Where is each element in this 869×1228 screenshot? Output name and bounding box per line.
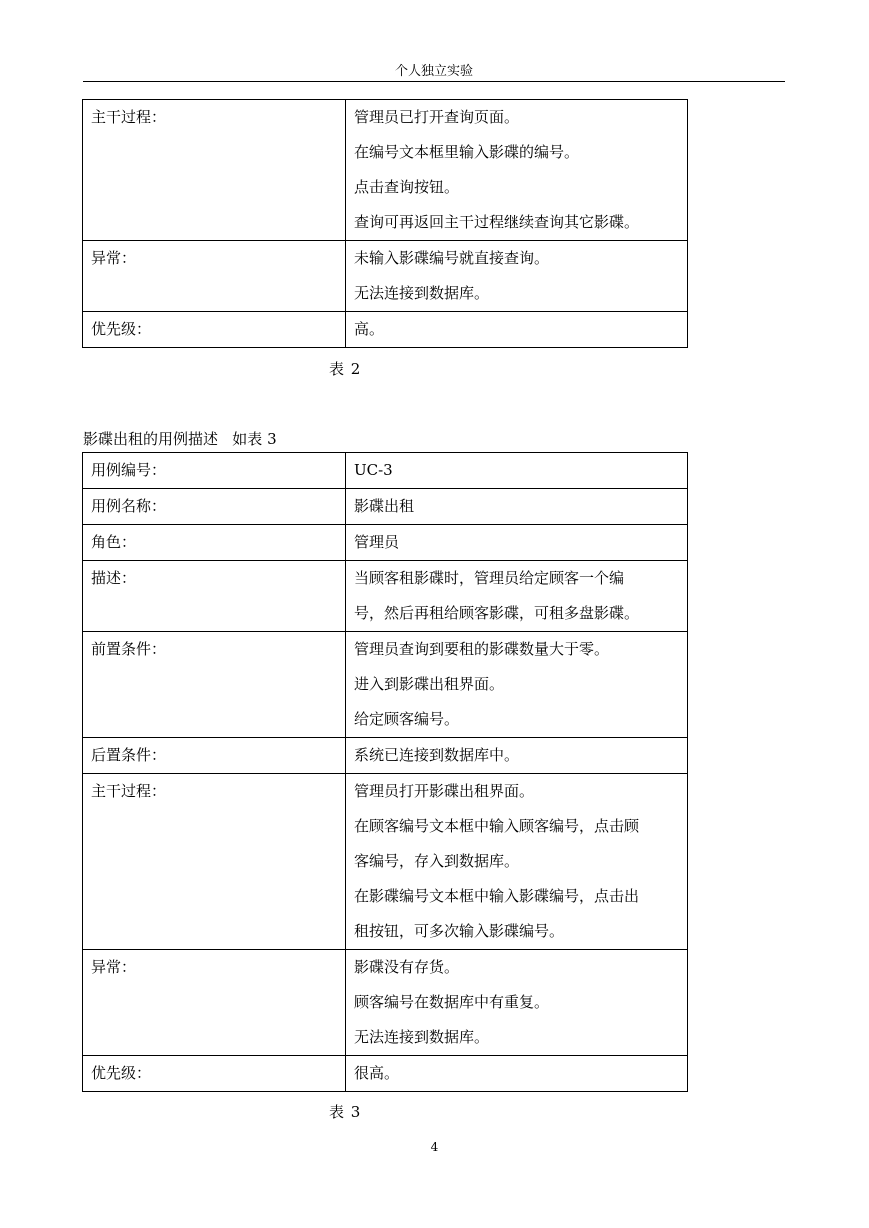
value-line: 高。 (354, 320, 385, 338)
value-line: 点击查询按钮。 (354, 178, 460, 196)
value-line: 在影碟编号文本框中输入影碟编号，点击出 (354, 887, 640, 905)
value-line: 顾客编号在数据库中有重复。 (354, 993, 550, 1011)
row-value (346, 241, 688, 312)
value-line: 系统已连接到数据库中。 (354, 746, 520, 764)
page-number: 4 (430, 1140, 439, 1154)
value-line: 查询可再返回主干过程继续查询其它影碟。 (354, 213, 640, 231)
value-line: 租按钮，可多次输入影碟编号。 (354, 922, 565, 940)
value-line: 管理员 (354, 533, 400, 551)
row-value (346, 100, 688, 241)
row-label: 角色： (83, 525, 346, 561)
value-line: 号，然后再租给顾客影碟，可租多盘影碟。 (354, 604, 640, 622)
table-3-caption: 表 3 (329, 1103, 362, 1121)
value-line: UC-3 (354, 461, 393, 479)
row-label: 主干过程： (83, 774, 346, 950)
table-row (83, 453, 688, 489)
value-line: 在顾客编号文本框中输入顾客编号，点击顾 (354, 817, 640, 835)
row-label: 前置条件： (83, 632, 346, 738)
table-row (83, 489, 688, 525)
table-row (83, 1056, 688, 1092)
section-intro: 影碟出租的用例描述 如表 3 (83, 430, 277, 448)
use-case-table-2 (82, 99, 688, 348)
row-value (346, 489, 688, 525)
value-line: 进入到影碟出租界面。 (354, 675, 505, 693)
row-label: 用例编号： (83, 453, 346, 489)
row-value (346, 950, 688, 1056)
row-label: 异常： (83, 950, 346, 1056)
value-line: 当顾客租影碟时，管理员给定顾客一个编 (354, 569, 625, 587)
table-row (83, 100, 688, 241)
value-line: 影碟没有存货。 (354, 958, 460, 976)
row-label: 异常： (83, 241, 346, 312)
header-rule (83, 81, 785, 82)
value-line: 无法连接到数据库。 (354, 284, 490, 302)
value-line: 客编号，存入到数据库。 (354, 852, 520, 870)
table-row (83, 525, 688, 561)
row-value (346, 525, 688, 561)
row-value (346, 1056, 688, 1092)
row-label: 优先级： (83, 1056, 346, 1092)
value-line: 管理员打开影碟出租界面。 (354, 782, 535, 800)
value-line: 很高。 (354, 1064, 400, 1082)
value-line: 未输入影碟编号就直接查询。 (354, 249, 550, 267)
row-value (346, 774, 688, 950)
row-value (346, 561, 688, 632)
table-row (83, 312, 688, 348)
row-value (346, 453, 688, 489)
value-line: 无法连接到数据库。 (354, 1028, 490, 1046)
value-line: 在编号文本框里输入影碟的编号。 (354, 143, 580, 161)
use-case-table-3 (82, 452, 688, 1092)
value-line: 给定顾客编号。 (354, 710, 460, 728)
row-label: 主干过程： (83, 100, 346, 241)
table-row (83, 774, 688, 950)
row-value (346, 632, 688, 738)
table-row (83, 950, 688, 1056)
page-header-title: 个人独立实验 (394, 64, 473, 79)
row-label: 描述： (83, 561, 346, 632)
table-row (83, 241, 688, 312)
row-label: 后置条件： (83, 738, 346, 774)
row-label: 优先级： (83, 312, 346, 348)
table-row (83, 632, 688, 738)
row-value (346, 312, 688, 348)
table-row (83, 738, 688, 774)
row-value (346, 738, 688, 774)
value-line: 管理员查询到要租的影碟数量大于零。 (354, 640, 610, 658)
value-line: 管理员已打开查询页面。 (354, 108, 520, 126)
value-line: 影碟出租 (354, 497, 415, 515)
table-row (83, 561, 688, 632)
row-label: 用例名称： (83, 489, 346, 525)
table-2-caption: 表 2 (329, 360, 362, 378)
